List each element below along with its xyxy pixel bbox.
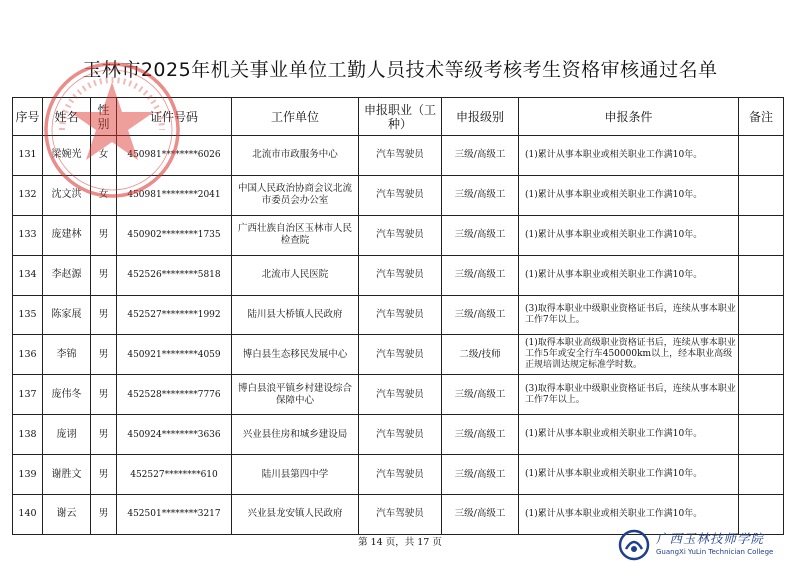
- college-logo: [618, 527, 798, 563]
- cell-job: 汽车驾驶员: [359, 175, 442, 215]
- cell-gender: 女: [91, 175, 117, 215]
- cell-name: 谢云: [43, 495, 91, 535]
- cell-unit: 北流市人民医院: [232, 255, 359, 295]
- cell-name: 梁婉光: [43, 136, 91, 176]
- table-row: [13, 136, 784, 176]
- cell-name: 陈家展: [43, 295, 91, 335]
- cell-level: 三级/高级工: [442, 295, 519, 335]
- cell-seq: 139: [13, 455, 43, 495]
- cell-gender: 男: [91, 335, 117, 375]
- cell-remark: [739, 375, 784, 415]
- cell-condition: (1)累计从事本职业或相关职业工作满10年。: [519, 255, 739, 295]
- cell-unit: 兴业县住房和城乡建设局: [232, 415, 359, 455]
- table-row: [13, 455, 784, 495]
- cell-name: 沈文洪: [43, 175, 91, 215]
- table-row: [13, 415, 784, 455]
- cell-job: 汽车驾驶员: [359, 415, 442, 455]
- cell-level: 三级/高级工: [442, 375, 519, 415]
- page-footer: 第 14 页，共 17 页: [358, 537, 442, 548]
- college-emblem-icon: [618, 529, 650, 561]
- cell-seq: 138: [13, 415, 43, 455]
- cell-gender: 男: [91, 375, 117, 415]
- col-seq: 序号: [13, 98, 43, 136]
- cell-gender: 女: [91, 136, 117, 176]
- cell-seq: 134: [13, 255, 43, 295]
- col-name: 姓名: [43, 98, 91, 136]
- cell-unit: 中国人民政治协商会议北流市委员会办公室: [232, 175, 359, 215]
- cell-remark: [739, 255, 784, 295]
- cell-condition: (1)取得本职业高级职业资格证书后，连续从事本职业工作5年或安全行车450000km以上，经本职业高级正规培训达规定标准学时数。: [519, 335, 739, 375]
- cell-seq: 133: [13, 215, 43, 255]
- table-row: [13, 375, 784, 415]
- cell-condition: (1)累计从事本职业或相关职业工作满10年。: [519, 495, 739, 535]
- col-condition: 申报条件: [519, 98, 739, 136]
- cell-condition: (1)累计从事本职业或相关职业工作满10年。: [519, 415, 739, 455]
- cell-condition: (1)累计从事本职业或相关职业工作满10年。: [519, 215, 739, 255]
- cell-level: 三级/高级工: [442, 215, 519, 255]
- cell-job: 汽车驾驶员: [359, 255, 442, 295]
- cell-remark: [739, 136, 784, 176]
- cell-id: 450921********4059: [117, 335, 232, 375]
- table-row: [13, 215, 784, 255]
- cell-condition: (1)累计从事本职业或相关职业工作满10年。: [519, 175, 739, 215]
- cell-gender: 男: [91, 215, 117, 255]
- cell-remark: [739, 415, 784, 455]
- cell-job: 汽车驾驶员: [359, 375, 442, 415]
- table-row: [13, 295, 784, 335]
- cell-name: 谢胜文: [43, 455, 91, 495]
- cell-unit: 博白县生态移民发展中心: [232, 335, 359, 375]
- cell-id: 452527********1992: [117, 295, 232, 335]
- cell-remark: [739, 455, 784, 495]
- cell-seq: 131: [13, 136, 43, 176]
- cell-id: 450902********1735: [117, 215, 232, 255]
- cell-gender: 男: [91, 415, 117, 455]
- cell-id: 452528********7776: [117, 375, 232, 415]
- cell-id: 452526********5818: [117, 255, 232, 295]
- col-level: 申报级别: [442, 98, 519, 136]
- col-job: 申报职业（工种）: [359, 98, 442, 136]
- college-name-cn: 广西玉林技师学院: [656, 531, 765, 546]
- cell-name: 庞诩: [43, 415, 91, 455]
- cell-level: 三级/高级工: [442, 175, 519, 215]
- cell-level: 二级/技师: [442, 335, 519, 375]
- cell-job: 汽车驾驶员: [359, 495, 442, 535]
- cell-level: 三级/高级工: [442, 136, 519, 176]
- col-remark: 备注: [739, 98, 784, 136]
- cell-unit: 北流市市政服务中心: [232, 136, 359, 176]
- cell-level: 三级/高级工: [442, 255, 519, 295]
- cell-remark: [739, 295, 784, 335]
- cell-level: 三级/高级工: [442, 455, 519, 495]
- col-id: 证件号码: [117, 98, 232, 136]
- cell-id: 450981********2041: [117, 175, 232, 215]
- page-title: 玉林市2025年机关事业单位工勤人员技术等级考核考生资格审核通过名单: [82, 59, 718, 81]
- cell-level: 三级/高级工: [442, 415, 519, 455]
- col-gender: 性别: [91, 98, 117, 136]
- cell-id: 450924********3636: [117, 415, 232, 455]
- roster-table: [12, 97, 784, 535]
- cell-unit: 陆川县大桥镇人民政府: [232, 295, 359, 335]
- table-row: [13, 255, 784, 295]
- cell-unit: 兴业县龙安镇人民政府: [232, 495, 359, 535]
- cell-remark: [739, 335, 784, 375]
- cell-name: 庞建林: [43, 215, 91, 255]
- cell-gender: 男: [91, 495, 117, 535]
- cell-seq: 137: [13, 375, 43, 415]
- cell-remark: [739, 215, 784, 255]
- cell-job: 汽车驾驶员: [359, 295, 442, 335]
- cell-id: 452501********3217: [117, 495, 232, 535]
- cell-condition: (3)取得本职业中级职业资格证书后，连续从事本职业工作7年以上。: [519, 375, 739, 415]
- college-name-en: GuangXi YuLin Technician College: [656, 548, 774, 556]
- cell-seq: 140: [13, 495, 43, 535]
- cell-job: 汽车驾驶员: [359, 215, 442, 255]
- cell-condition: (3)取得本职业中级职业资格证书后，连续从事本职业工作7年以上。: [519, 295, 739, 335]
- cell-name: 李锦: [43, 335, 91, 375]
- cell-level: 三级/高级工: [442, 495, 519, 535]
- table-row: [13, 175, 784, 215]
- header-row: [13, 98, 784, 136]
- cell-unit: 陆川县第四中学: [232, 455, 359, 495]
- cell-gender: 男: [91, 255, 117, 295]
- table-row: [13, 335, 784, 375]
- cell-remark: [739, 175, 784, 215]
- cell-job: 汽车驾驶员: [359, 335, 442, 375]
- cell-name: 李赵源: [43, 255, 91, 295]
- cell-name: 庞伟冬: [43, 375, 91, 415]
- cell-seq: 132: [13, 175, 43, 215]
- cell-seq: 135: [13, 295, 43, 335]
- cell-gender: 男: [91, 455, 117, 495]
- cell-id: 450981********6026: [117, 136, 232, 176]
- cell-condition: (1)累计从事本职业或相关职业工作满10年。: [519, 136, 739, 176]
- cell-condition: (1)累计从事本职业或相关职业工作满10年。: [519, 455, 739, 495]
- cell-id: 452527********610: [117, 455, 232, 495]
- cell-job: 汽车驾驶员: [359, 455, 442, 495]
- cell-unit: 博白县浪平镇乡村建设综合保障中心: [232, 375, 359, 415]
- col-unit: 工作单位: [232, 98, 359, 136]
- cell-gender: 男: [91, 295, 117, 335]
- cell-job: 汽车驾驶员: [359, 136, 442, 176]
- cell-unit: 广西壮族自治区玉林市人民检查院: [232, 215, 359, 255]
- cell-seq: 136: [13, 335, 43, 375]
